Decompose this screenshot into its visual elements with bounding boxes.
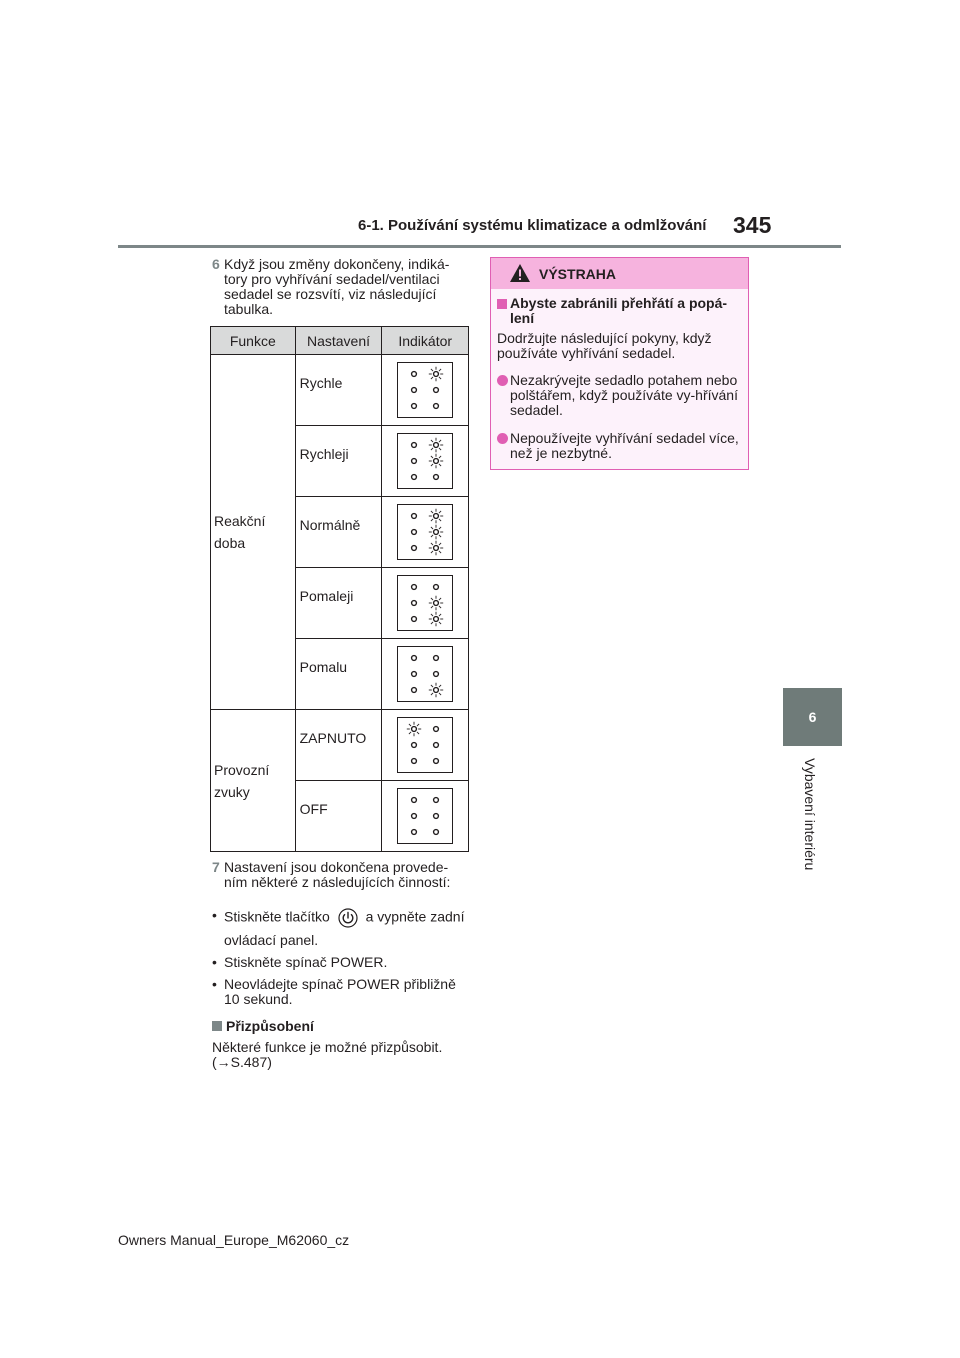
unlit-lamp [412,656,417,661]
setting-cell: Pomalu [295,639,382,710]
lit-lamp [434,459,439,464]
unlit-lamp [434,830,439,835]
lit-lamp [434,688,439,693]
warning-item: Nepoužívejte vyhřívání sedadel více, než je nezbytné. [497,431,743,461]
lamp-ray [439,551,441,553]
lamp-ray [431,369,433,371]
bullet-text: Stiskněte spínač POWER. [224,954,388,970]
lamp-ray [439,464,441,466]
chapter-tab[interactable] [783,688,842,746]
indicator-icon [397,717,453,773]
lamp-ray [439,606,441,608]
lamp-ray [439,456,441,458]
lit-lamp [434,372,439,377]
unlit-lamp [412,759,417,764]
indicator-icon [397,433,453,489]
lamp-ray [439,448,441,450]
chapter-label: Vybavení interiéru [802,758,818,871]
unlit-lamp [412,617,417,622]
unlit-lamp [412,798,417,803]
table-row [211,355,469,426]
power-button-icon [338,908,358,928]
lamp-ray [439,377,441,379]
lamp-ray [409,732,411,734]
lamp-ray [431,622,433,624]
unlit-lamp [412,404,417,409]
lamp-ray [439,535,441,537]
bullet-dot-icon [497,433,508,444]
unlit-lamp [434,388,439,393]
warning-item: Nezakrývejte sedadlo potahem nebo polštářem, když používáte vy-hřívání sedadel. [497,373,743,418]
warning-subheading: Abyste zabránili přehřátí a popá-lení [497,296,743,326]
lamp-ray [439,543,441,545]
lamp-ray [431,456,433,458]
unlit-lamp [412,672,417,677]
step-number: 6 [212,256,220,272]
lamp-ray [409,724,411,726]
lamp-ray [431,519,433,521]
lamp-ray [431,598,433,600]
footer-text: Owners Manual_Europe_M62060_cz [118,1232,350,1248]
unlit-lamp [412,814,417,819]
lamp-ray [431,527,433,529]
unlit-lamp [434,404,439,409]
indicator-icon [397,504,453,560]
customization-heading: Přizpůsobení [212,1018,314,1034]
setting-cell: OFF [295,781,382,852]
unlit-lamp [412,830,417,835]
bullet-dot: • [212,976,217,992]
bullet-text: a vypněte zadní [365,908,465,925]
unlit-lamp [412,546,417,551]
header-cell: Nastavení [295,327,382,355]
unlit-lamp [434,759,439,764]
square-bullet-icon [497,299,507,309]
bullet-item [212,955,472,970]
header-cell: Indikátor [382,327,469,355]
setting-cell: Normálně [295,497,382,568]
warning-intro: Dodržujte následující pokyny, když používáte vyhřívání sedadel. [497,330,712,361]
bullet-dot: • [212,907,217,923]
function-cell: Reakční doba [211,355,296,710]
lamp-ray [431,551,433,553]
lamp-ray [439,519,441,521]
bullet-text: Neovládejte spínač POWER přibližně 10 sekund. [224,976,456,1007]
lamp-ray [431,448,433,450]
indicator-icon [397,788,453,844]
unlit-lamp [434,475,439,480]
unlit-lamp [412,443,417,448]
lamp-ray [439,369,441,371]
lamp-ray [431,606,433,608]
table-header-row [211,327,469,355]
lamp-ray [439,614,441,616]
bullet-text: ovládací panel. [224,932,319,948]
lamp-ray [439,440,441,442]
header-rule [118,245,841,248]
indicator-icon [397,646,453,702]
bullet-item [212,908,472,928]
lit-lamp [434,530,439,535]
step-text: Když jsou změny dokončeny, indiká-tory pro vyhřívání sedadel/ventilaci sedadel se rozsvítí, viz následující tabulka. [224,256,450,317]
bullet-text: Stiskněte tlačítko [224,908,330,925]
warning-box [490,257,749,470]
unlit-lamp [434,798,439,803]
lamp-ray [431,535,433,537]
step-6 [212,257,470,317]
lamp-ray [417,724,419,726]
settings-table [210,326,469,852]
unlit-lamp [434,672,439,677]
lamp-ray [431,440,433,442]
lamp-ray [431,614,433,616]
setting-cell: Pomaleji [295,568,382,639]
unlit-lamp [412,585,417,590]
lamp-ray [439,693,441,695]
step-text: Nastavení jsou dokončena provede-ním některé z následujících činností: [224,859,451,890]
unlit-lamp [434,656,439,661]
unlit-lamp [412,372,417,377]
unlit-lamp [412,388,417,393]
lamp-ray [439,511,441,513]
lit-lamp [434,601,439,606]
lit-lamp [434,443,439,448]
lamp-ray [439,598,441,600]
step-number: 7 [212,859,220,875]
unlit-lamp [434,743,439,748]
unlit-lamp [412,688,417,693]
lamp-ray [431,693,433,695]
lit-lamp [412,727,417,732]
page-number: 345 [733,212,772,238]
unlit-lamp [412,530,417,535]
page-reference[interactable]: (→S.487) [212,1054,272,1070]
step-7 [212,860,470,890]
bullet-dot-icon [497,375,508,386]
bullet-dot: • [212,954,217,970]
lamp-ray [431,543,433,545]
section-title: 6-1. Používání systému klimatizace a odmlžování [358,217,707,234]
unlit-lamp [412,601,417,606]
setting-cell: Rychle [295,355,382,426]
warning-title: VÝSTRAHA [539,266,617,282]
unlit-lamp [434,585,439,590]
indicator-icon [397,362,453,418]
indicator-icon [397,575,453,631]
unlit-lamp [412,743,417,748]
lit-lamp [434,617,439,622]
function-cell: Provozní zvuky [211,710,296,852]
setting-cell: ZAPNUTO [295,710,382,781]
square-bullet-icon [212,1021,222,1031]
table-row [211,710,469,781]
customization-text: Některé funkce je možné přizpůsobit. (→S.487) [212,1040,472,1070]
lamp-ray [431,377,433,379]
bullet-item [212,977,472,1007]
lit-lamp [434,514,439,519]
lit-lamp [434,546,439,551]
lamp-ray [439,527,441,529]
unlit-lamp [412,459,417,464]
lamp-ray [439,622,441,624]
unlit-lamp [434,727,439,732]
header-cell: Funkce [211,327,296,355]
unlit-lamp [412,514,417,519]
unlit-lamp [434,814,439,819]
chapter-number: 6 [808,709,817,725]
unlit-lamp [412,475,417,480]
lamp-ray [439,685,441,687]
lamp-ray [431,511,433,513]
warning-triangle-icon [509,263,531,283]
lamp-ray [431,464,433,466]
setting-cell: Rychleji [295,426,382,497]
warning-header [491,258,748,289]
lamp-ray [431,685,433,687]
lamp-ray [417,732,419,734]
